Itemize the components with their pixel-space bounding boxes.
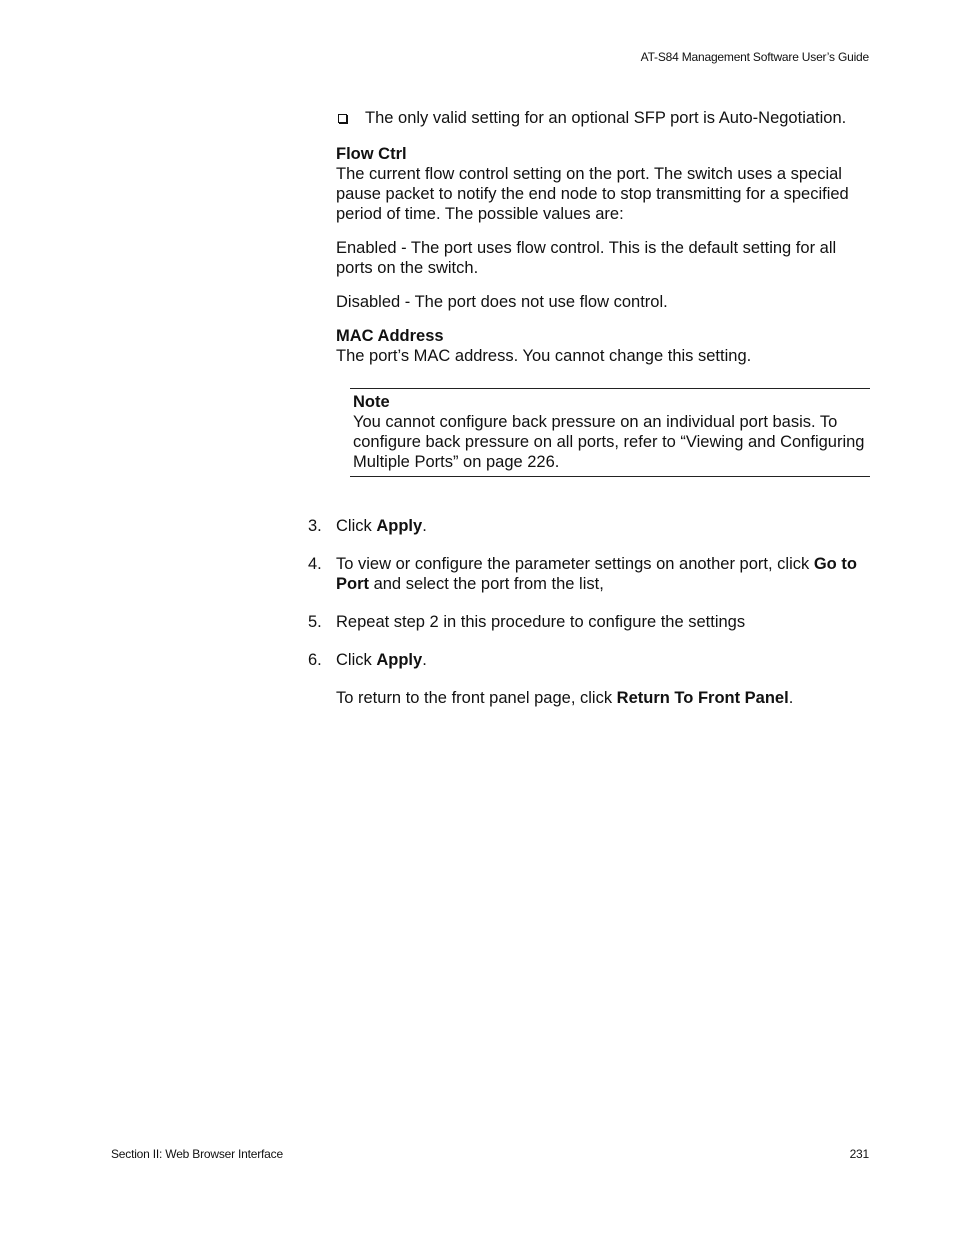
step-text <box>336 612 870 632</box>
note-body: You cannot configure back pressure on an individual port basis. To configure back pressure on all ports, refer to “Viewing and Configuring Multiple Ports” on page 226. <box>353 413 865 471</box>
step-text-post: . <box>422 517 427 535</box>
step-text-pre: To view or configure the parameter settings on another port, click <box>336 555 814 573</box>
running-footer <box>111 1147 869 1161</box>
step-text-pre: Click <box>336 517 377 535</box>
flow-ctrl-term: Flow Ctrl <box>336 145 407 163</box>
step-text <box>336 650 870 670</box>
note-title: Note <box>353 393 390 411</box>
note-box <box>350 388 870 477</box>
flow-ctrl-section <box>336 144 870 312</box>
closing-text-bold: Return To Front Panel <box>616 689 789 707</box>
step-item <box>308 612 870 632</box>
checkbox-bullet-icon <box>338 114 347 123</box>
step-text-pre: Repeat step 2 in this procedure to configure the settings <box>336 613 746 631</box>
running-header: AT-S84 Management Software User’s Guide <box>640 50 869 64</box>
closing-text-pre: To return to the front panel page, click <box>336 689 617 707</box>
step-text-post: and select the port from the list, <box>369 575 604 593</box>
step-text-bold: Apply <box>376 651 423 669</box>
step-text <box>336 554 870 594</box>
flow-ctrl-description: The current flow control setting on the port. The switch uses a special pause packet to notify the end node to stop transmitting for a specified period of time. The possible values are: <box>336 165 849 223</box>
closing-instruction <box>308 688 870 708</box>
step-number: 3. <box>308 517 322 535</box>
step-number: 4. <box>308 555 322 573</box>
step-text-bold: Go to Port <box>336 555 857 593</box>
step-text-post: . <box>422 651 427 669</box>
step-text-pre: Click <box>336 651 377 669</box>
step-text-bold: Apply <box>376 517 423 535</box>
step-number: 6. <box>308 651 322 669</box>
footer-section: Section II: Web Browser Interface <box>111 1147 283 1161</box>
flow-ctrl-disabled: Disabled - The port does not use flow control. <box>336 293 668 311</box>
step-number: 5. <box>308 613 322 631</box>
step-item <box>308 554 870 594</box>
mac-address-section <box>336 326 870 366</box>
mac-address-description: The port’s MAC address. You cannot change this setting. <box>336 347 752 365</box>
bullet-text: The only valid setting for an optional SFP port is Auto-Negotiation. <box>365 109 847 127</box>
bullet-item <box>336 108 870 128</box>
mac-address-term: MAC Address <box>336 327 444 345</box>
flow-ctrl-enabled: Enabled - The port uses flow control. This is the default setting for all ports on the switch. <box>336 239 837 277</box>
step-item <box>308 516 870 536</box>
step-text <box>336 516 870 536</box>
main-content <box>336 108 870 477</box>
step-item <box>308 650 870 670</box>
closing-text-post: . <box>788 689 794 707</box>
footer-page-number: 231 <box>849 1147 869 1161</box>
procedure-steps <box>308 516 870 708</box>
